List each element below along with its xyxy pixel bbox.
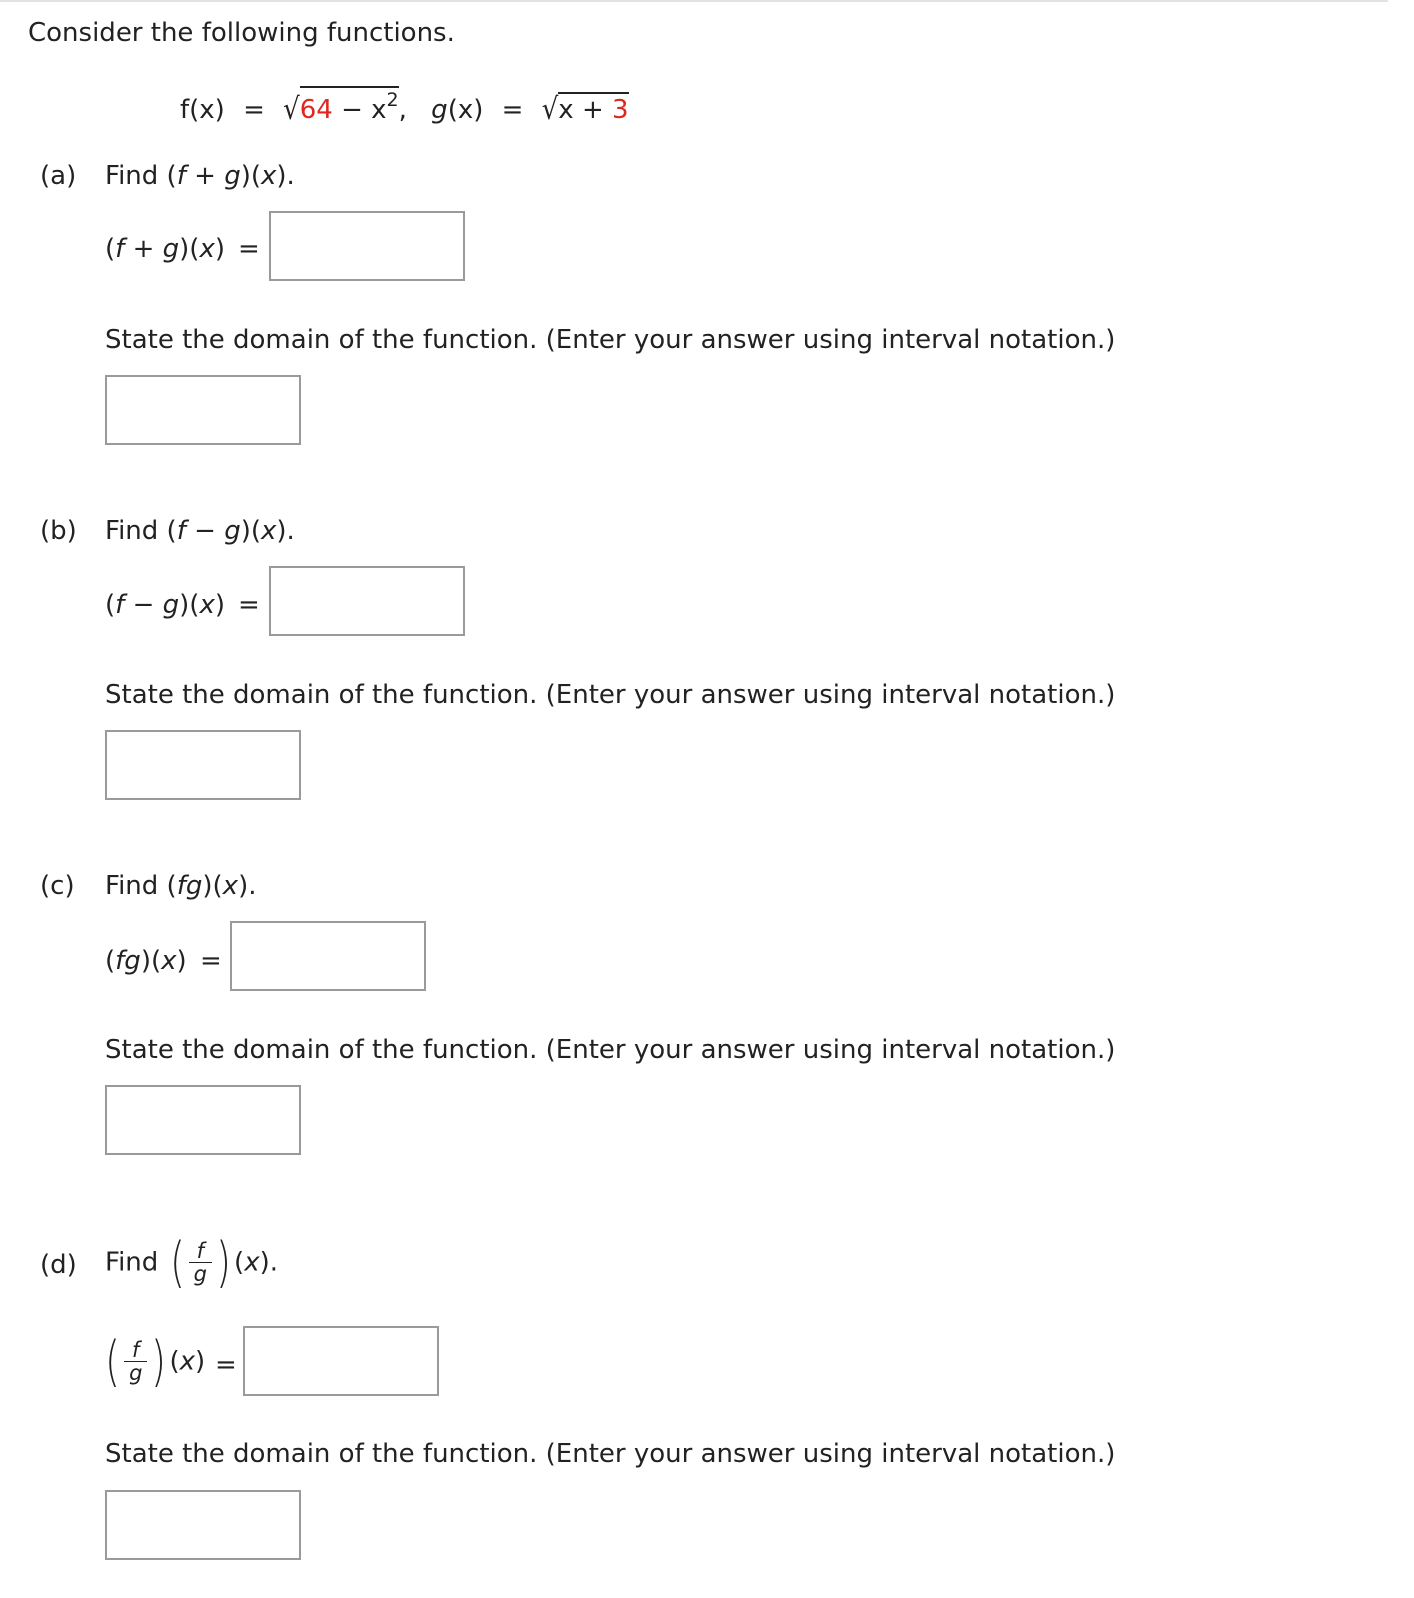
equals-sign: = — [238, 590, 260, 620]
sqrt-icon: √ — [283, 92, 300, 128]
part-d-lhs: ( $\frac{f}{g}$ ) (x) — [105, 1329, 206, 1393]
part-b-domain-input[interactable] — [105, 730, 301, 800]
g-lhs: g(x) — [431, 95, 484, 125]
equals-sign: = — [215, 1350, 237, 1380]
quotient-fraction: $\frac{f}{g}$ — [189, 1240, 212, 1285]
part-a-label: (a) — [40, 161, 77, 191]
part-d-domain-prompt: State the domain of the function. (Enter your answer using interval notation.) — [105, 1439, 1116, 1469]
part-b-answer-input[interactable] — [269, 566, 465, 636]
quotient-fraction: $\frac{f}{g}$ — [124, 1339, 147, 1384]
part-c-answer-input[interactable] — [230, 921, 426, 991]
exponent: 2 — [386, 89, 399, 111]
part-b-domain-prompt: State the domain of the function. (Enter your answer using interval notation.) — [105, 680, 1116, 710]
g-radical: √x + 3 — [541, 92, 629, 128]
part-b-label: (b) — [40, 516, 77, 546]
f-constant: 64 — [299, 95, 333, 125]
part-c-domain-input[interactable] — [105, 1085, 301, 1155]
equals-sign: = — [238, 234, 260, 264]
part-a-lhs: (f + g)(x) — [105, 234, 225, 264]
part-c-label: (c) — [40, 871, 75, 901]
sqrt-icon: √ — [541, 92, 559, 128]
g-constant: 3 — [612, 95, 629, 125]
part-a-question: Find (f + g)(x). — [105, 161, 295, 191]
part-d-domain-input[interactable] — [105, 1490, 301, 1560]
top-divider — [0, 0, 1388, 2]
part-c-question: Find (fg)(x). — [105, 871, 257, 901]
part-d-label: (d) — [40, 1250, 77, 1280]
intro-text: Consider the following functions. — [28, 18, 455, 48]
part-c-domain-prompt: State the domain of the function. (Enter your answer using interval notation.) — [105, 1035, 1116, 1065]
equals-sign: = — [200, 946, 222, 976]
f-radical: $√64 - x^2$ — [283, 86, 398, 123]
equals-sign: = — [243, 95, 265, 125]
part-b-lhs: (f − g)(x) — [105, 590, 225, 620]
function-definitions: $f(x) = √64 - x^2$, g(x) = √x + 3 — [180, 86, 629, 123]
f-lhs: f(x) — [180, 95, 225, 125]
part-d-question: Find ( $\frac{f}{g}$ ) (x). — [105, 1230, 279, 1294]
part-b-question: Find (f − g)(x). — [105, 516, 295, 546]
part-d-answer-input[interactable] — [243, 1326, 439, 1396]
equals-sign: = — [501, 95, 524, 125]
part-a-domain-prompt: State the domain of the function. (Enter your answer using interval notation.) — [105, 325, 1116, 355]
part-a-answer-input[interactable] — [269, 211, 465, 281]
part-a-domain-input[interactable] — [105, 375, 301, 445]
part-c-lhs: (fg)(x) — [105, 946, 187, 976]
